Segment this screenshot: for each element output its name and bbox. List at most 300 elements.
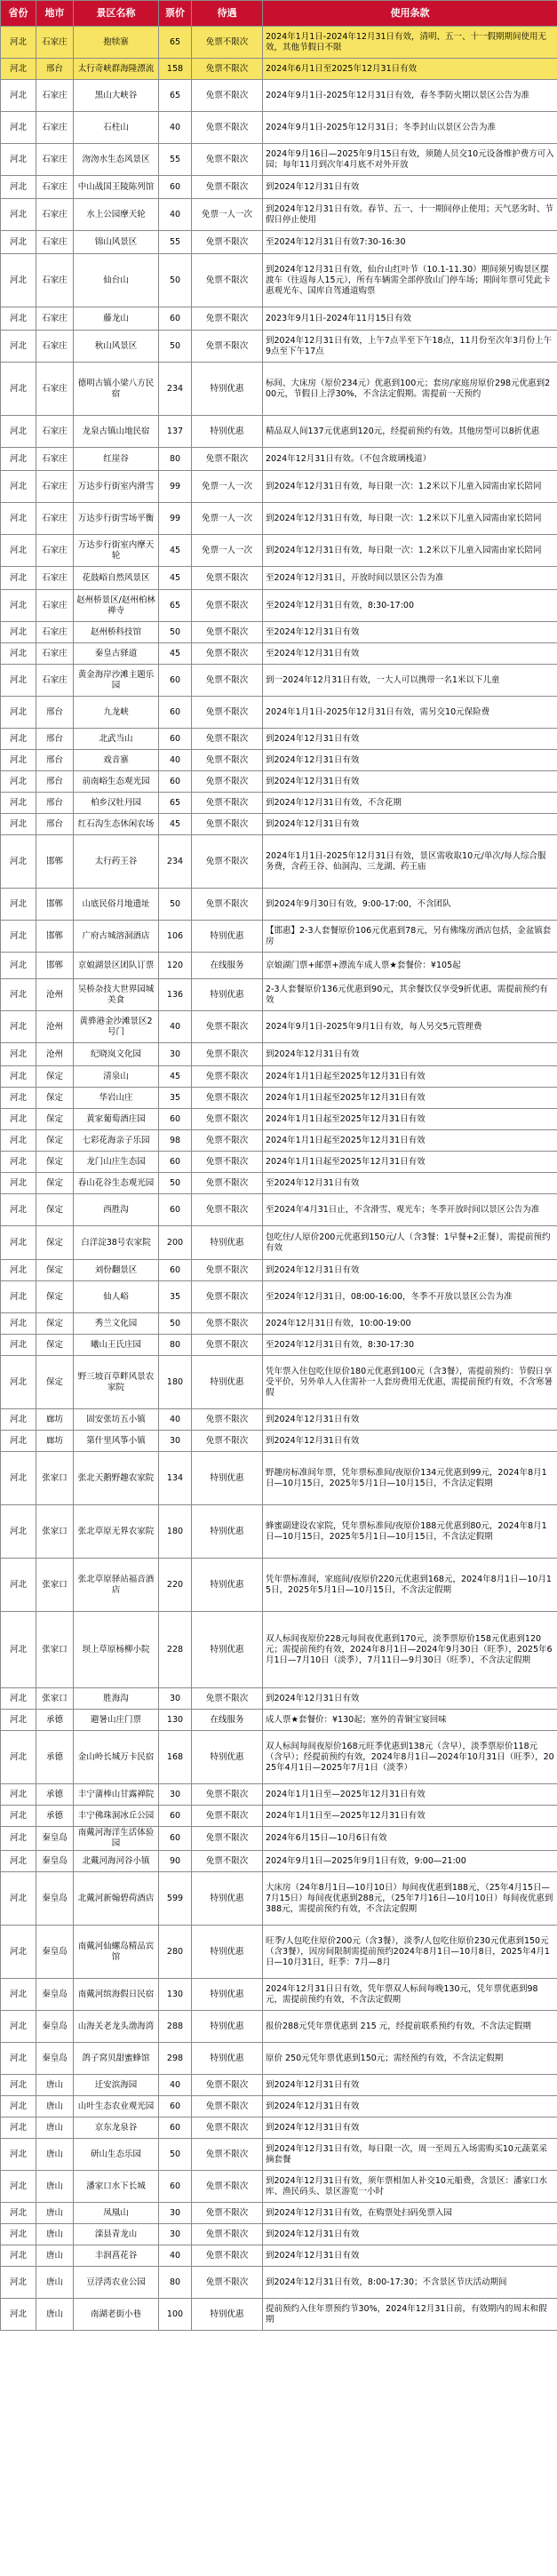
cell-city: 石家庄 (36, 363, 74, 416)
cell-policy: 免票不限次 (192, 1173, 263, 1194)
cell-city: 张家口 (36, 1612, 74, 1688)
cell-province: 河北 (1, 2075, 36, 2096)
cell-price: 35 (159, 1088, 192, 1109)
cell-name: 龙门山庄生态园 (74, 1152, 159, 1173)
cell-terms: 到2024年12月31日有效，8:00-17:30；不含景区节庆活动期间 (263, 2267, 557, 2299)
cell-terms: 到2024年12月31日有效，每日限一次：1.2米以下儿童入园需由家长陪同 (263, 535, 557, 567)
cell-name: 藤龙山 (74, 307, 159, 331)
cell-province: 河北 (1, 2171, 36, 2203)
cell-name: 花鼓峪自然风景区 (74, 567, 159, 590)
cell-city: 张家口 (36, 1505, 74, 1559)
cell-terms: 至2024年12月31日有效 (263, 643, 557, 665)
table-row (1, 1559, 557, 1612)
cell-price: 60 (159, 2117, 192, 2139)
cell-name: 北戴河海河谷小镇 (74, 1851, 159, 1872)
cell-name: 野三坡百草畔风景农家院 (74, 1356, 159, 1409)
cell-policy: 特别优惠 (192, 1226, 263, 1260)
cell-province: 河北 (1, 363, 36, 416)
table-row (1, 2267, 557, 2299)
cell-name: 清泉山 (74, 1066, 159, 1088)
cell-policy: 特别优惠 (192, 2299, 263, 2331)
cell-terms: 标间、大床房（原价234元）优惠到100元；套房/家庭房原价298元优惠到200元，节假日上浮30%，不含法定假期。需提前一天预约 (263, 363, 557, 416)
cell-name: 吴桥杂技大世界园城美食 (74, 979, 159, 1011)
cell-policy: 免票不限次 (192, 1043, 263, 1066)
cell-name: 避暑山庄门票 (74, 1710, 159, 1731)
table-row (1, 953, 557, 979)
cell-name: 戏音寨 (74, 750, 159, 771)
cell-province: 河北 (1, 1710, 36, 1731)
table-row (1, 729, 557, 750)
cell-province: 河北 (1, 1335, 36, 1356)
cell-name: 秀兰文化园 (74, 1313, 159, 1335)
cell-terms: 2024年1月1日-2024年12月31日有效，清明、五一、十一假期期间使用无效，其他节假日不限 (263, 27, 557, 59)
cell-province: 河北 (1, 2267, 36, 2299)
cell-city: 唐山 (36, 2117, 74, 2139)
cell-province: 河北 (1, 2139, 36, 2171)
cell-city: 保定 (36, 1356, 74, 1409)
cell-policy: 免票一人一次 (192, 471, 263, 503)
cell-policy: 免票不限次 (192, 1851, 263, 1872)
cell-policy: 免票不限次 (192, 1011, 263, 1043)
cell-name: 太行药王谷 (74, 835, 159, 889)
cell-policy: 免票不限次 (192, 448, 263, 471)
cell-terms: 2024年1月1日至—2025年12月31日有效 (263, 1806, 557, 1827)
cell-city: 邯郸 (36, 921, 74, 953)
cell-province: 河北 (1, 1926, 36, 1979)
cell-policy: 免票不限次 (192, 1281, 263, 1313)
cell-policy: 免票不限次 (192, 835, 263, 889)
cell-name: 前南峪生态观光园 (74, 771, 159, 793)
cell-terms: 【邯惠】2-3人套餐原价106元优惠到78元，另有佛缘房酒店包括，金盆镇套房 (263, 921, 557, 953)
cell-terms: 2024年9月1日-2025年9月1日有效，每人另交5元管理费 (263, 1011, 557, 1043)
cell-policy: 免票不限次 (192, 1335, 263, 1356)
cell-policy: 特别优惠 (192, 1452, 263, 1505)
cell-price: 40 (159, 112, 192, 144)
cell-policy: 特别优惠 (192, 1979, 263, 2011)
table-row (1, 59, 557, 80)
cell-price: 60 (159, 1806, 192, 1827)
cell-terms: 提前预约入住年票预约节30%，2024年12月31日前，有效期内的周末和假期 (263, 2299, 557, 2331)
table-row (1, 231, 557, 254)
cell-terms: 到2024年12月31日有效 (263, 1409, 557, 1431)
cell-city: 唐山 (36, 2245, 74, 2267)
cell-city: 石家庄 (36, 622, 74, 643)
cell-name: 豆浮湾农业公园 (74, 2267, 159, 2299)
cell-name: 胜海沟 (74, 1688, 159, 1710)
cell-price: 40 (159, 2245, 192, 2267)
cell-terms: 成人票★套餐价：¥130起；塞外的青铜宝宴回味 (263, 1710, 557, 1731)
table-row (1, 1926, 557, 1979)
table-row (1, 535, 557, 567)
cell-policy: 免票不限次 (192, 307, 263, 331)
cell-province: 河北 (1, 1784, 36, 1806)
cell-province: 河北 (1, 1088, 36, 1109)
cell-city: 石家庄 (36, 112, 74, 144)
cell-name: 北戴河新翰碧荷酒店 (74, 1872, 159, 1926)
table-row (1, 1226, 557, 1260)
cell-name: 春山花谷生态观光园 (74, 1173, 159, 1194)
table-row (1, 503, 557, 535)
cell-city: 唐山 (36, 2096, 74, 2117)
table-row (1, 1731, 557, 1784)
cell-terms: 精品双人间137元优惠到120元，经提前预约有效。其他房型可以8折优惠 (263, 416, 557, 448)
table-row (1, 1612, 557, 1688)
cell-province: 河北 (1, 80, 36, 112)
cell-province: 河北 (1, 503, 36, 535)
cell-city: 邢台 (36, 814, 74, 835)
table-header-row (1, 1, 557, 27)
table-row (1, 750, 557, 771)
table-row (1, 2299, 557, 2331)
cell-price: 90 (159, 1851, 192, 1872)
cell-price: 168 (159, 1731, 192, 1784)
cell-province: 河北 (1, 729, 36, 750)
cell-terms: 2024年1月1日起至2025年12月31日有效 (263, 1109, 557, 1130)
cell-price: 65 (159, 80, 192, 112)
cell-price: 80 (159, 2267, 192, 2299)
cell-price: 65 (159, 793, 192, 814)
cell-price: 298 (159, 2043, 192, 2075)
cell-name: 沕沕水生态风景区 (74, 144, 159, 176)
cell-policy: 特别优惠 (192, 1731, 263, 1784)
cell-name: 德明古镇小梁八方民宿 (74, 363, 159, 416)
cell-city: 石家庄 (36, 80, 74, 112)
cell-city: 秦皇岛 (36, 1851, 74, 1872)
cell-name: 七彩花海亲子乐园 (74, 1130, 159, 1152)
cell-name: 黑山大峡谷 (74, 80, 159, 112)
cell-terms: 至2024年12月31日有效，8:30-17:30 (263, 1335, 557, 1356)
cell-policy: 免票不限次 (192, 254, 263, 307)
cell-province: 河北 (1, 1109, 36, 1130)
cell-terms: 2024年1月1日-2025年12月31日有效，景区需收取10元/单次/每人综合服务费，含药王谷、仙洞沟、三龙湖、药王庙 (263, 835, 557, 889)
cell-terms: 2024年1月1日至—2025年12月31日有效 (263, 1784, 557, 1806)
cell-terms: 双人标间夜原价228元每间夜优惠到170元，淡季票原价158元优惠到120元；需提前预约有效，2024年8月1日—2024年9月30日（旺季），2025年6月1日—7月10日（淡季），7月11日—9月30日（旺季），不含法定假期 (263, 1612, 557, 1688)
cell-terms: 2024年1月1日-2025年12月31日有效，需另交10元保险费 (263, 697, 557, 729)
cell-province: 河北 (1, 112, 36, 144)
table-row (1, 921, 557, 953)
cell-terms: 至2024年12月31日，08:00-16:00，冬季不开放以景区公告为准 (263, 1281, 557, 1313)
cell-name: 黄金海岸沙滩主题乐园 (74, 665, 159, 697)
cell-price: 65 (159, 590, 192, 622)
table-row (1, 1011, 557, 1043)
table-row (1, 2043, 557, 2075)
cell-province: 河北 (1, 231, 36, 254)
cell-price: 234 (159, 835, 192, 889)
cell-policy: 免票不限次 (192, 2267, 263, 2299)
table-row (1, 1152, 557, 1173)
cell-province: 河北 (1, 471, 36, 503)
cell-city: 邢台 (36, 729, 74, 750)
cell-city: 唐山 (36, 2075, 74, 2096)
cell-terms: 2024年12月31日日有效，凭年票双人标间每晚130元，凭年票优惠到98元，需提前预约有效，不含法定假期 (263, 1979, 557, 2011)
cell-price: 60 (159, 771, 192, 793)
cell-policy: 特别优惠 (192, 363, 263, 416)
cell-terms: 到2024年12月31日有效。春节、五一、十一期间停止使用；天气恶劣时、节假日停止使用 (263, 199, 557, 231)
cell-policy: 免票不限次 (192, 771, 263, 793)
cell-terms: 到2024年12月31日有效 (263, 176, 557, 199)
cell-city: 张家口 (36, 1559, 74, 1612)
cell-terms: 至2024年12月31日，开放时间以景区公告为准 (263, 567, 557, 590)
cell-name: 张北草原无界农家院 (74, 1505, 159, 1559)
cell-policy: 免票不限次 (192, 331, 263, 363)
table-row (1, 1851, 557, 1872)
cell-terms: 2024年12月31日有效。（不包含玻璃栈道） (263, 448, 557, 471)
cell-price: 60 (159, 307, 192, 331)
cell-terms: 野趣房标准间年票，凭年票标准间/夜原价134元优惠到99元，2024年8月1日—10月15日，2025年5月1日—10月15日，不含法定假期 (263, 1452, 557, 1505)
cell-name: 华岩山庄 (74, 1088, 159, 1109)
cell-terms: 至2024年12月31日有效，8:30-17:00 (263, 590, 557, 622)
table-row (1, 1688, 557, 1710)
cell-price: 55 (159, 231, 192, 254)
cell-terms: 2024年1月1日起至2025年12月31日有效 (263, 1130, 557, 1152)
table-row (1, 1872, 557, 1926)
cell-policy: 免票不限次 (192, 1827, 263, 1851)
cell-policy: 特别优惠 (192, 1559, 263, 1612)
cell-policy: 免票不限次 (192, 1409, 263, 1431)
table-row (1, 1335, 557, 1356)
cell-province: 河北 (1, 1827, 36, 1851)
table-row (1, 1452, 557, 1505)
cell-policy: 特别优惠 (192, 1505, 263, 1559)
cell-policy: 免票不限次 (192, 1688, 263, 1710)
cell-policy: 免票不限次 (192, 1066, 263, 1088)
cell-policy: 在线服务 (192, 1710, 263, 1731)
cell-price: 40 (159, 1409, 192, 1431)
cell-terms: 至2024年12月31日有效 (263, 622, 557, 643)
cell-terms: 到2024年12月31日有效 (263, 750, 557, 771)
cell-city: 石家庄 (36, 307, 74, 331)
cell-policy: 免票一人一次 (192, 503, 263, 535)
cell-policy: 免票不限次 (192, 643, 263, 665)
cell-name: 抱犊寨 (74, 27, 159, 59)
cell-city: 保定 (36, 1260, 74, 1281)
cell-name: 山海关老龙头渤海湾 (74, 2011, 159, 2043)
cell-province: 河北 (1, 1612, 36, 1688)
cell-terms: 2024年9月1日—2025年9月1日有效，9:00—21:00 (263, 1851, 557, 1872)
cell-policy: 特别优惠 (192, 416, 263, 448)
table-row (1, 2139, 557, 2171)
cell-province: 河北 (1, 2224, 36, 2245)
table-row (1, 2245, 557, 2267)
cell-name: 纪晓岚文化园 (74, 1043, 159, 1066)
cell-province: 河北 (1, 27, 36, 59)
cell-price: 50 (159, 889, 192, 921)
cell-province: 河北 (1, 590, 36, 622)
cell-price: 30 (159, 1784, 192, 1806)
cell-price: 60 (159, 176, 192, 199)
cell-price: 50 (159, 254, 192, 307)
cell-policy: 免票不限次 (192, 1431, 263, 1452)
cell-name: 迁安滨海园 (74, 2075, 159, 2096)
cell-province: 河北 (1, 199, 36, 231)
cell-price: 80 (159, 448, 192, 471)
table-row (1, 448, 557, 471)
table-row (1, 1088, 557, 1109)
cell-name: 万达步行街室内滑雪 (74, 471, 159, 503)
cell-name: 金山岭长城万卡民宿 (74, 1731, 159, 1784)
cell-city: 保定 (36, 1313, 74, 1335)
cell-name: 锦山风景区 (74, 231, 159, 254)
cell-price: 40 (159, 750, 192, 771)
cell-province: 河北 (1, 59, 36, 80)
table-row (1, 112, 557, 144)
cell-terms: 到2024年12月31日有效，仙台山红叶节（10.1-11.30）期间须另购景区摆渡车（往返每人15元），所有车辆需全部停放山门停车场；期间年票可凭此卡惠观光车、国库自驾通道购票 (263, 254, 557, 307)
table-row (1, 254, 557, 307)
cell-price: 30 (159, 2224, 192, 2245)
cell-city: 秦皇岛 (36, 1827, 74, 1851)
cell-city: 唐山 (36, 2171, 74, 2203)
table-row (1, 1066, 557, 1088)
cell-name: 丰宁佛珠洞冰丘公园 (74, 1806, 159, 1827)
cell-name: 山底民俗月地遗址 (74, 889, 159, 921)
table-row (1, 2011, 557, 2043)
table-row (1, 643, 557, 665)
cell-price: 228 (159, 1612, 192, 1688)
header-province: 省份 (1, 1, 36, 27)
cell-city: 邢台 (36, 750, 74, 771)
cell-policy: 免票不限次 (192, 27, 263, 59)
cell-policy: 免票不限次 (192, 814, 263, 835)
cell-price: 40 (159, 2075, 192, 2096)
cell-city: 秦皇岛 (36, 1872, 74, 1926)
cell-terms: 蜂蜜副建设农家院，凭年票标准间/夜原价188元优惠到80元，2024年8月1日—10月15日，2025年5月1日—10月15日，不含法定假期 (263, 1505, 557, 1559)
cell-terms: 凭年票标准间，家庭间/夜原价220元优惠到168元，2024年8月1日—10月15日，2025年5月1日—10月15日，不含法定假期 (263, 1559, 557, 1612)
cell-price: 280 (159, 1926, 192, 1979)
cell-city: 保定 (36, 1066, 74, 1088)
table-row (1, 1784, 557, 1806)
cell-name: 山叶生态农业观光园 (74, 2096, 159, 2117)
table-row (1, 144, 557, 176)
cell-price: 45 (159, 567, 192, 590)
cell-province: 河北 (1, 2117, 36, 2139)
cell-name: 太行奇峡群海隆漂流 (74, 59, 159, 80)
cell-terms: 到2024年12月31日有效 (263, 2075, 557, 2096)
cell-price: 60 (159, 2096, 192, 2117)
cell-policy: 免票不限次 (192, 889, 263, 921)
cell-name: 京娘湖景区团队订票 (74, 953, 159, 979)
cell-city: 承德 (36, 1710, 74, 1731)
cell-city: 邢台 (36, 59, 74, 80)
cell-province: 河北 (1, 1409, 36, 1431)
cell-terms: 到2024年12月31日有效 (263, 771, 557, 793)
cell-terms: 2024年6月15日—10月6日有效 (263, 1827, 557, 1851)
cell-price: 106 (159, 921, 192, 953)
cell-city: 石家庄 (36, 199, 74, 231)
cell-terms: 到2024年12月31日有效，每日限一次，周一至周五入场需购买10元蔬菜采摘套餐 (263, 2139, 557, 2171)
cell-name: 西胜沟 (74, 1194, 159, 1226)
cell-name: 丰润菖花谷 (74, 2245, 159, 2267)
cell-city: 石家庄 (36, 231, 74, 254)
cell-policy: 免票一人一次 (192, 535, 263, 567)
cell-province: 河北 (1, 448, 36, 471)
table-row (1, 176, 557, 199)
cell-terms: 2024年1月1日起至2025年12月31日有效 (263, 1066, 557, 1088)
cell-policy: 特别优惠 (192, 1872, 263, 1926)
cell-name: 九龙峡 (74, 697, 159, 729)
cell-province: 河北 (1, 814, 36, 835)
cell-city: 石家庄 (36, 665, 74, 697)
cell-price: 50 (159, 331, 192, 363)
cell-policy: 免票不限次 (192, 567, 263, 590)
header-name: 景区名称 (74, 1, 159, 27)
cell-city: 石家庄 (36, 416, 74, 448)
table-body (1, 27, 557, 2331)
cell-province: 河北 (1, 643, 36, 665)
cell-terms: 2-3人套餐原价136元优惠到90元，其余餐饮仅享受9折优惠，需提前预约有效 (263, 979, 557, 1011)
cell-price: 45 (159, 1066, 192, 1088)
cell-name: 南湖老街小巷 (74, 2299, 159, 2331)
cell-province: 河北 (1, 535, 36, 567)
cell-city: 沧州 (36, 1011, 74, 1043)
cell-price: 99 (159, 471, 192, 503)
cell-province: 河北 (1, 2096, 36, 2117)
cell-terms: 到2024年12月31日有效 (263, 2117, 557, 2139)
cell-city: 石家庄 (36, 176, 74, 199)
cell-province: 河北 (1, 1260, 36, 1281)
cell-terms: 2023年9月1日-2024年11月15日有效 (263, 307, 557, 331)
cell-price: 158 (159, 59, 192, 80)
cell-province: 河北 (1, 1559, 36, 1612)
cell-city: 石家庄 (36, 331, 74, 363)
table-row (1, 1710, 557, 1731)
cell-name: 红石沟生态休闲农场 (74, 814, 159, 835)
cell-price: 120 (159, 953, 192, 979)
cell-terms: 到2024年12月31日有效，上午7点半至下午18点，11月份至次年3月份上午9点至下午17点 (263, 331, 557, 363)
cell-terms: 到2024年12月31日有效 (263, 814, 557, 835)
cell-name: 南戴河海洋生活体验园 (74, 1827, 159, 1851)
cell-price: 35 (159, 1281, 192, 1313)
cell-terms: 到2024年9月30日有效，9:00-17:00，不含团队 (263, 889, 557, 921)
cell-terms: 到2024年12月31日有效 (263, 1043, 557, 1066)
table-row (1, 80, 557, 112)
cell-price: 50 (159, 622, 192, 643)
cell-name: 石柱山 (74, 112, 159, 144)
cell-terms: 到2024年12月31日有效，每日限一次：1.2米以下儿童入园需由家长陪同 (263, 503, 557, 535)
cell-city: 保定 (36, 1335, 74, 1356)
table-row (1, 1313, 557, 1335)
table-row (1, 1194, 557, 1226)
cell-province: 河北 (1, 771, 36, 793)
cell-price: 60 (159, 2171, 192, 2203)
cell-province: 河北 (1, 1505, 36, 1559)
cell-province: 河北 (1, 144, 36, 176)
table-row (1, 199, 557, 231)
cell-price: 220 (159, 1559, 192, 1612)
table-row (1, 2117, 557, 2139)
table-row (1, 622, 557, 643)
cell-name: 鸽子窝贝甜蜜蜂馆 (74, 2043, 159, 2075)
cell-city: 保定 (36, 1281, 74, 1313)
cell-name: 赵州桥科技馆 (74, 622, 159, 643)
cell-terms: 到2024年12月31日有效，不含花期 (263, 793, 557, 814)
cell-city: 保定 (36, 1152, 74, 1173)
cell-price: 288 (159, 2011, 192, 2043)
cell-city: 石家庄 (36, 503, 74, 535)
cell-name: 秋山风景区 (74, 331, 159, 363)
table-row (1, 1827, 557, 1851)
cell-province: 河北 (1, 1806, 36, 1827)
header-policy: 待遇 (192, 1, 263, 27)
cell-terms: 2024年9月16日—2025年9月15日有效，须随人员交10元设备维护费方可入园；每年11月到次年4月底不对外开放 (263, 144, 557, 176)
cell-terms: 到2024年12月31日有效，在购票处扫码免票入园 (263, 2203, 557, 2224)
cell-name: 南戴河仙螺岛精品宾馆 (74, 1926, 159, 1979)
cell-price: 130 (159, 1710, 192, 1731)
cell-price: 60 (159, 1152, 192, 1173)
cell-province: 河北 (1, 750, 36, 771)
cell-policy: 免票不限次 (192, 1313, 263, 1335)
cell-terms: 包吃住/人原价200元优惠到150元/人（含3餐：1早餐+2正餐），需提前预约有效 (263, 1226, 557, 1260)
cell-city: 唐山 (36, 2224, 74, 2245)
